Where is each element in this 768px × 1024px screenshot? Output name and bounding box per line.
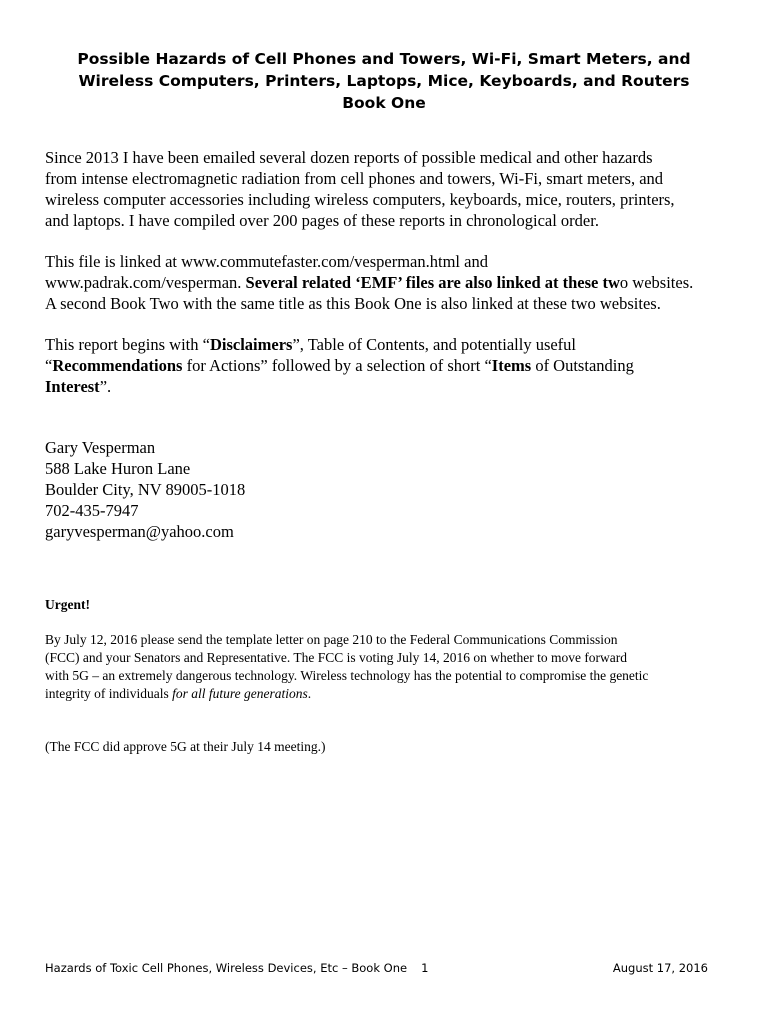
intro-paragraph — [45, 147, 735, 231]
urgent-line: By July 12, 2016 please send the template letter on page 210 to the Federal Communications Commission — [45, 632, 618, 647]
contact-street: 588 Lake Huron Lane — [45, 459, 191, 478]
title-line-3: Book One — [342, 94, 426, 112]
urgent-line — [45, 685, 735, 703]
report-text: ”. — [99, 377, 112, 396]
report-text: for Actions” followed by a selection of short “ — [182, 356, 492, 375]
footer-page-number: 1 — [421, 961, 429, 975]
padrak-link-text: www.padrak.com/vesperman. — [45, 273, 246, 292]
urgent-heading: Urgent! — [45, 597, 90, 612]
intro-line: wireless computer accessories including wireless computers, keyboards, mice, routers, printers, — [45, 190, 675, 209]
contact-city: Boulder City, NV 89005-1018 — [45, 480, 246, 499]
report-text: ”, Table of Contents, and potentially useful — [292, 335, 577, 354]
disclaimers-term: Disclaimers — [209, 335, 293, 354]
urgent-paragraph — [45, 631, 735, 703]
intro-line: Since 2013 I have been emailed several dozen reports of possible medical and other hazards — [45, 148, 653, 167]
urgent-text: . — [307, 686, 312, 701]
footer-date: August 17, 2016 — [612, 961, 708, 975]
report-text: “ — [45, 356, 53, 375]
document-title — [40, 48, 728, 114]
links-line — [45, 272, 735, 293]
contact-name: Gary Vesperman — [45, 438, 156, 457]
urgent-line: (FCC) and your Senators and Representative. The FCC is voting July 14, 2016 on whether to move forward — [45, 650, 628, 665]
fcc-approval-note: (The FCC did approve 5G at their July 14 meeting.) — [45, 739, 326, 754]
intro-line: and laptops. I have compiled over 200 pages of these reports in chronological order. — [45, 211, 599, 230]
contact-phone: 702-435-7947 — [45, 501, 139, 520]
links-paragraph — [45, 251, 735, 314]
report-text: of Outstanding — [531, 356, 634, 375]
title-line-1: Possible Hazards of Cell Phones and Towers, Wi-Fi, Smart Meters, and — [77, 50, 691, 68]
intro-line: from intense electromagnetic radiation from cell phones and towers, Wi-Fi, smart meters, and — [45, 169, 664, 188]
title-line-2: Wireless Computers, Printers, Laptops, Mice, Keyboards, and Routers — [78, 72, 690, 90]
report-line — [45, 334, 735, 355]
report-line — [45, 355, 735, 376]
contact-email: garyvesperman@yahoo.com — [45, 522, 234, 541]
report-paragraph — [45, 334, 735, 397]
footer-left — [45, 960, 428, 976]
links-line-tail: o websites. — [619, 273, 694, 292]
report-text: This report begins with “ — [45, 335, 210, 354]
urgent-text: integrity of individuals — [45, 686, 173, 701]
emf-files-note: Several related ‘EMF’ files are also linked at these tw — [245, 273, 620, 292]
urgent-line: with 5G – an extremely dangerous technology. Wireless technology has the potential to compromise the genetic — [45, 668, 649, 683]
links-line: A second Book Two with the same title as this Book One is also linked at these two websites. — [45, 294, 661, 313]
future-generations-emphasis: for all future generations — [172, 686, 308, 701]
report-line — [45, 376, 735, 397]
recommendations-term: Recommendations — [52, 356, 183, 375]
contact-block — [45, 437, 245, 542]
items-term: Items — [491, 356, 532, 375]
footer-document-title: Hazards of Toxic Cell Phones, Wireless Devices, Etc – Book One — [45, 961, 408, 975]
interest-term: Interest — [45, 377, 100, 396]
links-line: This file is linked at www.commutefaster.com/vesperman.html and — [45, 252, 488, 271]
